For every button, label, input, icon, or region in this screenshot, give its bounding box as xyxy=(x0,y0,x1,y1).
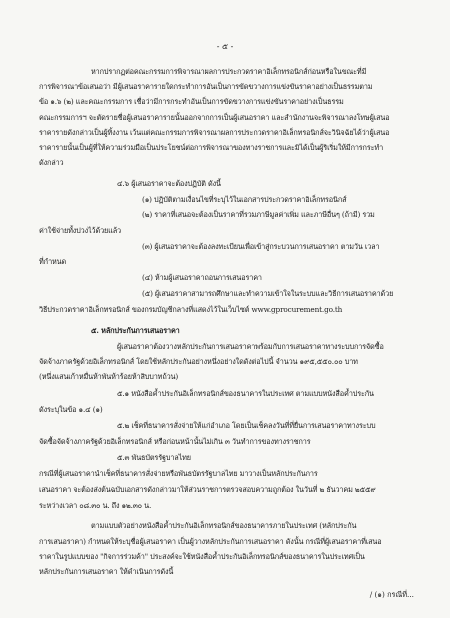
list-item: (๓) ผู้เสนอราคาจะต้องลงทะเบียนเพื่อเข้าสู่กระบวนการเสนอราคา ตามวัน เวลา xyxy=(142,242,380,251)
list-item-continuation: ค่าใช้จ่ายทั้งปวงไว้ด้วยแล้ว xyxy=(39,226,121,235)
list-item: (๕) ผู้เสนอราคาสามารถศึกษาและทำความเข้าใจในระบบและวิธีการเสนอราคาด้วย xyxy=(142,289,394,298)
list-item-continuation: จัดซื้อจัดจ้างภาครัฐด้วยอิเล็กทรอนิกส์ หรือก่อนหน้านั้นไม่เกิน ๓ วันทำการของทางราชการ xyxy=(39,437,311,446)
list-item: (๒) ราคาที่เสนอจะต้องเป็นราคาที่รวมภาษีมูลค่าเพิ่ม และภาษีอื่นๆ (ถ้ามี) รวม xyxy=(142,210,375,219)
paragraph-line: ราคาในรูปแบบของ "กิจการร่วมค้า" ประสงค์จะใช้หนังสือค้ำประกันอิเล็กทรอนิกส์ของธนาคารในประเทศเป็น xyxy=(39,552,365,561)
continuation-marker: / (๑) กรณีที่... xyxy=(369,590,414,599)
section-heading-5: ๕. หลักประกันการเสนอราคา xyxy=(91,326,180,335)
paragraph-line: การเสนอราคา) กำหนดให้ระบุชื่อผู้เสนอราคา เป็นผู้วางหลักประกันการเสนอราคา ดังนั้น กรณีที่ผู้เสนอราคาที่เสนอ xyxy=(39,537,382,546)
paragraph-line: คณะกรรมการฯ จะตัดรายชื่อผู้เสนอราคารายนั้นออกจากการเป็นผู้เสนอราคา และสำนักงานจะพิจารณาลงโทษผู้เสนอ xyxy=(39,113,390,122)
paragraph-line: หลักประกันการเสนอราคา ให้ดำเนินการดังนี้ xyxy=(39,567,174,576)
list-item: (๑) ปฏิบัติตามเงื่อนไขที่ระบุไว้ในเอกสารประกวดราคาอิเล็กทรอนิกส์ xyxy=(142,195,347,204)
paragraph-line: กรณีที่ผู้เสนอราคานำเช็คที่ธนาคารสั่งจ่ายหรือพันธบัตรรัฐบาลไทย มาวางเป็นหลักประกันการ xyxy=(39,469,318,478)
list-item-continuation: วิธีประกวดราคาอิเล็กทรอนิกส์ ของกรมบัญชีกลางที่แสดงไว้ในเว็บไซต์ www.gprocurement.go.th xyxy=(39,305,343,314)
paragraph-line: ดังกล่าว xyxy=(39,158,64,167)
paragraph-line: การพิจารณาข้อเสนอว่า มีผู้เสนอราคารายใดกระทำการอันเป็นการขัดขวางการแข่งขันราคาอย่างเป็นธรรมตาม xyxy=(39,82,373,91)
paragraph-line: ข้อ ๑.๖ (๒) และคณะกรรมการ เชื่อว่ามีการกระทำอันเป็นการขัดขวางการแข่งขันราคาอย่างเป็นธรรม xyxy=(39,97,344,106)
paragraph-line: ผู้เสนอราคาต้องวางหลักประกันการเสนอราคาพร้อมกับการเสนอราคาทางระบบการจัดซื้อ xyxy=(117,342,384,351)
section-heading-4-6: ๔.๖ ผู้เสนอราคาจะต้องปฏิบัติ ดังนี้ xyxy=(117,179,221,188)
list-item: (๔) ห้ามผู้เสนอราคาถอนการเสนอราคา xyxy=(142,273,262,282)
paragraph-line: (หนึ่งแสนเก้าหมื่นห้าพันห้าร้อยห้าสิบบาทถ้วน) xyxy=(39,372,179,381)
paragraph-line: ราคารายดังกล่าวเป็นผู้ทิ้งงาน เว้นแต่คณะกรรมการพิจารณาผลการประกวดราคาอิเล็กทรอนิกส์จะวินิจฉัยได้ว่าผู้เสนอ xyxy=(39,128,390,137)
list-item: ๕.๒ เช็คที่ธนาคารสั่งจ่ายให้แก่อำเภอ โดยเป็นเช็คลงวันที่ที่ยื่นการเสนอราคาทางระบบ xyxy=(117,421,376,430)
list-item: ๕.๑ หนังสือค้ำประกันอิเล็กทรอนิกส์ของธนาคารในประเทศ ตามแบบหนังสือค้ำประกัน xyxy=(117,389,374,398)
paragraph-line: ระหว่างเวลา ๐๘.๓๐ น. ถึง ๑๒.๓๐ น. xyxy=(39,501,152,510)
paragraph-line: จัดจ้างภาครัฐด้วยอิเล็กทรอนิกส์ โดยใช้หลักประกันอย่างหนึ่งอย่างใดดังต่อไปนี้ จำนวน ๑๙๕,๕๕๐.๐๐ บาท xyxy=(39,357,358,366)
paragraph-line: เสนอราคา จะต้องส่งต้นฉบับเอกสารดังกล่าวมาให้ส่วนราชการตรวจสอบความถูกต้อง ในวันที่ ๒ ธันวาคม ๒๕๕๙ xyxy=(39,485,376,494)
paragraph-line: หากปรากฏต่อคณะกรรมการพิจารณาผลการประกวดราคาอิเล็กทรอนิกส์ก่อนหรือในขณะที่มี xyxy=(91,67,367,76)
page-number: - ๕ - xyxy=(216,42,234,51)
paragraph-line: ราคารายนั้นเป็นผู้ที่ให้ความร่วมมือเป็นประโยชน์ต่อการพิจารณาของทางราชการและมิได้เป็นผู้ริเริ่มให้มีการกระทำ xyxy=(39,143,384,152)
list-item: ๕.๓ พันธบัตรรัฐบาลไทย xyxy=(117,453,191,462)
list-item-continuation: ดังระบุในข้อ ๑.๔ (๑) xyxy=(39,405,103,414)
paragraph-line: ตามแบบตัวอย่างหนังสือค้ำประกันอิเล็กทรอนิกส์ของธนาคารภายในประเทศ (หลักประกัน xyxy=(91,521,357,530)
list-item-continuation: ที่กำหนด xyxy=(39,257,67,266)
